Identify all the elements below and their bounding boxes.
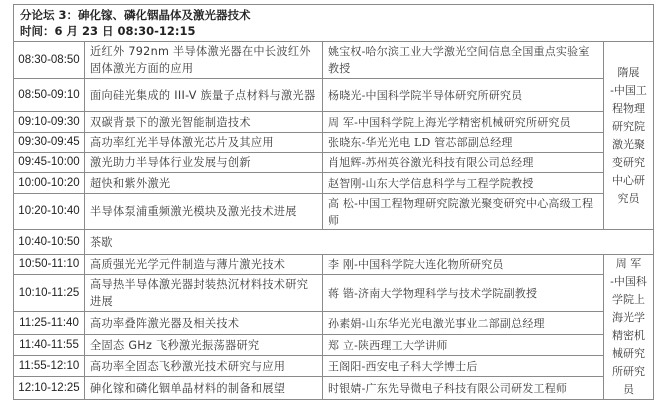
session-topic: 近红外 792nm 半导体激光器在中长波红外固体激光方面的应用 bbox=[85, 42, 323, 79]
session-topic: 半导体泵浦重频激光模块及激光技术进展 bbox=[85, 194, 323, 230]
session-speaker: 王阁阳-西安电子科大学博士后 bbox=[323, 356, 604, 377]
session-topic: 砷化镓和磷化铟单晶材料的制备和展望 bbox=[85, 377, 323, 400]
session-topic: 高功率红光半导体激光芯片及其应用 bbox=[85, 133, 323, 153]
table-row bbox=[14, 173, 654, 194]
table-row bbox=[14, 274, 654, 312]
session-time: 12:10-12:25 bbox=[14, 377, 85, 400]
session-time: 11:40-11:55 bbox=[14, 335, 85, 356]
session-time: 09:10-09:30 bbox=[14, 112, 85, 133]
session-time: 08:50-09:10 bbox=[14, 79, 85, 112]
session-speaker: 时银婧-广东先导微电子科技有限公司研发工程师 bbox=[323, 377, 604, 400]
session-topic: 面向硅光集成的 III-V 族量子点材料与激光器 bbox=[85, 79, 323, 112]
chair-line: 研究院 bbox=[612, 119, 645, 133]
forum-header bbox=[14, 5, 654, 42]
session-topic: 高功率叠阵激光器及相关技术 bbox=[85, 312, 323, 335]
chair-line: -中国科 bbox=[610, 275, 647, 288]
table-row bbox=[14, 255, 654, 275]
forum-time: 时间：6 月 23 日 08:30-12:15 bbox=[20, 24, 196, 38]
session-speaker: 李 刚-中国科学院大连化物所研究员 bbox=[323, 255, 604, 275]
chair-line: 隋展 bbox=[617, 65, 640, 79]
break-label: 茶歇 bbox=[85, 230, 654, 255]
agenda-sheet bbox=[13, 4, 653, 400]
session-speaker: 高 松-中国工程物理研究院激光聚变研究中心高级工程师 bbox=[323, 194, 604, 230]
chair-line: 程物理 bbox=[612, 101, 645, 115]
table-row bbox=[14, 312, 654, 335]
chair-line: 所研究 bbox=[612, 365, 645, 378]
session-topic: 超快和紫外激光 bbox=[85, 173, 323, 194]
chair-line: 周 军 bbox=[615, 257, 642, 270]
session-time: 10:20-10:40 bbox=[14, 194, 85, 230]
session-speaker: 蒋 锴-济南大学物理科学与技术学院副教授 bbox=[323, 274, 604, 312]
table-row bbox=[14, 356, 654, 377]
chair-line: 变研究 bbox=[612, 155, 645, 169]
session-speaker: 张晓东-华光光电 LD 管芯部副总经理 bbox=[323, 133, 604, 153]
session-time: 09:45-10:00 bbox=[14, 153, 85, 173]
session-speaker: 肖旭辉-苏州英谷激光科技有限公司总经理 bbox=[323, 153, 604, 173]
session-topic: 全固态 GHz 飞秒激光振荡器研究 bbox=[85, 335, 323, 356]
session-speaker: 周 军-中国科学院上海光学精密机械研究所研究员 bbox=[323, 112, 604, 133]
session-chair-1 bbox=[604, 42, 654, 230]
forum-title: 分论坛 3：砷化镓、磷化铟晶体及激光器技术 bbox=[20, 8, 251, 22]
chair-line: 中心研 bbox=[612, 173, 645, 187]
session-time: 10:00-10:20 bbox=[14, 173, 85, 194]
header-row bbox=[14, 5, 654, 42]
chair-line: 究员 bbox=[617, 191, 640, 205]
chair-line: 械研究 bbox=[612, 347, 645, 360]
session-speaker: 姚宝权-哈尔滨工业大学激光空间信息全国重点实验室教授 bbox=[323, 42, 604, 79]
session-time: 11:55-12:10 bbox=[14, 356, 85, 377]
session-topic: 高功率全固态飞秒激光技术研究与应用 bbox=[85, 356, 323, 377]
break-row bbox=[14, 230, 654, 255]
session-speaker: 杨晓光-中国科学院半导体研究所研究员 bbox=[323, 79, 604, 112]
chair-line: 学院上 bbox=[612, 293, 645, 306]
table-row bbox=[14, 194, 654, 230]
session-topic: 高质强光光学元件制造与薄片激光技术 bbox=[85, 255, 323, 275]
session-speaker: 郑 立-陕西理工大学讲师 bbox=[323, 335, 604, 356]
table-row bbox=[14, 42, 654, 79]
session-speaker: 孙素娟-山东华光光电激光事业二部副总经理 bbox=[323, 312, 604, 335]
break-time: 10:40-10:50 bbox=[14, 230, 85, 255]
session-time: 10:50-11:10 bbox=[14, 255, 85, 275]
agenda-table bbox=[13, 4, 654, 400]
session-chair-2 bbox=[604, 255, 654, 400]
chair-line: 员 bbox=[623, 383, 634, 396]
session-topic: 高导热半导体激光器封装热沉材料技术研究进展 bbox=[85, 274, 323, 312]
session-time: 11:25-11:40 bbox=[14, 312, 85, 335]
session-time: 08:30-08:50 bbox=[14, 42, 85, 79]
table-row bbox=[14, 335, 654, 356]
table-row bbox=[14, 133, 654, 153]
session-speaker: 赵智刚-山东大学信息科学与工程学院教授 bbox=[323, 173, 604, 194]
table-row bbox=[14, 153, 654, 173]
table-row bbox=[14, 112, 654, 133]
session-time: 09:30-09:45 bbox=[14, 133, 85, 153]
chair-line: 海光学 bbox=[612, 311, 645, 324]
session-topic: 激光助力半导体行业发展与创新 bbox=[85, 153, 323, 173]
session-topic: 双碳背景下的激光智能制造技术 bbox=[85, 112, 323, 133]
chair-line: -中国工 bbox=[610, 83, 647, 97]
table-row bbox=[14, 377, 654, 400]
chair-line: 激光聚 bbox=[612, 137, 645, 151]
table-row bbox=[14, 79, 654, 112]
chair-line: 精密机 bbox=[612, 329, 645, 342]
session-time: 10:10-11:25 bbox=[14, 274, 85, 312]
